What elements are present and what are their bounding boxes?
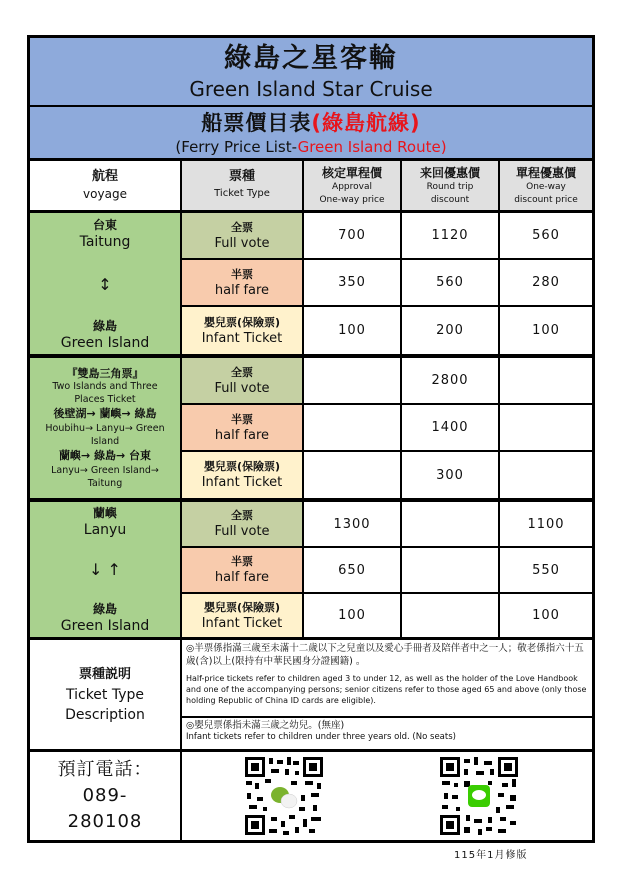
price-cell	[500, 452, 592, 498]
title-zh: 綠島之星客輪	[224, 42, 398, 74]
route-from-en: Lanyu	[83, 522, 127, 538]
ticket-full-zh: 全票	[231, 509, 253, 522]
column-voyage-en: voyage	[83, 186, 127, 201]
route-from-en: Taitung	[79, 234, 131, 250]
subtitle-zh-main: 船票價目表	[201, 110, 312, 135]
price-cell	[402, 502, 500, 548]
ticket-full-en: Full vote	[214, 235, 270, 251]
ticket-half-zh: 半票	[231, 555, 253, 568]
price-cell: 1100	[500, 502, 592, 548]
half-fare-description	[182, 640, 592, 718]
ticket-type-infant	[182, 452, 304, 498]
qr-code-icon	[438, 755, 520, 837]
subtitle-zh-route: (綠島航線)	[311, 110, 421, 135]
column-round-trip-en2: discount	[430, 194, 470, 205]
price-list-sheet	[27, 35, 595, 843]
column-ticket-type-zh: 票種	[228, 168, 255, 184]
column-one-way-zh: 單程優惠價	[515, 165, 576, 180]
column-voyage-zh: 航程	[91, 168, 118, 184]
ticket-half-en: half fare	[214, 427, 270, 443]
subtitle-en-route: Green Island Route)	[297, 137, 447, 156]
ticket-type-full	[182, 502, 304, 548]
qr-code-area	[182, 752, 592, 840]
title-en: Green Island Star Cruise	[189, 76, 433, 101]
ticket-full-zh: 全票	[231, 220, 253, 234]
revision-note: 115年1月修版	[454, 850, 528, 861]
ticket-half-zh: 半票	[231, 267, 253, 281]
price-cell: 300	[402, 452, 500, 498]
column-header-one-way-discount	[500, 161, 592, 213]
price-cell: 560	[402, 260, 500, 307]
price-cell: 1300	[304, 502, 402, 548]
ticket-half-en: half fare	[214, 570, 270, 585]
route-two-islands-three-places	[30, 358, 182, 498]
route-to-en: Green Island	[60, 335, 150, 351]
ticket-half-en: half fare	[214, 282, 270, 298]
ticket-type-infant	[182, 307, 304, 354]
subtitle-banner	[30, 107, 592, 161]
subtitle-en-main: (Ferry Price List-	[175, 137, 298, 156]
price-cell: 550	[500, 548, 592, 594]
ticket-type-half	[182, 405, 304, 452]
price-cell: 100	[304, 594, 402, 640]
desc-label-zh: 票種説明	[78, 666, 131, 682]
column-approval-en2: One-way price	[319, 194, 385, 205]
route2-en: Lanyu→ Green Island→ Taitung	[51, 464, 159, 489]
ticket-type-description-label	[30, 640, 182, 752]
price-cell	[304, 452, 402, 498]
price-cell: 280	[500, 260, 592, 307]
desc-label-en1: Ticket Type	[65, 686, 145, 703]
price-cell: 1120	[402, 213, 500, 260]
ticket-infant-en: Infant Ticket	[201, 330, 283, 346]
infant-desc-en: Infant tickets refer to children under three years old. (No seats)	[186, 732, 456, 742]
subtitle-zh	[201, 109, 420, 137]
phone-number-part1[interactable]: 089-	[82, 785, 128, 806]
ticket-infant-en: Infant Ticket	[201, 475, 283, 490]
desc-label-en2: Description	[65, 706, 145, 723]
ticket-type-half	[182, 548, 304, 594]
ticket-type-infant	[182, 594, 304, 640]
infant-desc-zh: ◎嬰兒票係指未滿三歲之幼兒。(無座)	[186, 720, 345, 731]
column-approval-zh: 核定單程價	[321, 165, 382, 180]
column-header-round-trip	[402, 161, 500, 213]
price-cell: 200	[402, 307, 500, 354]
price-cell	[402, 594, 500, 640]
wechat-qr-code[interactable]	[243, 755, 325, 837]
ticket-type-half	[182, 260, 304, 307]
column-round-trip-en1: Round trip	[426, 181, 474, 192]
price-cell	[304, 405, 402, 452]
price-cell: 100	[500, 594, 592, 640]
column-ticket-type-en: Ticket Type	[214, 187, 270, 199]
ticket-infant-zh: 嬰兒票(保險票)	[203, 315, 281, 329]
ticket-half-zh: 半票	[231, 412, 253, 426]
ticket-infant-zh: 嬰兒票(保險票)	[203, 460, 281, 473]
price-cell: 1400	[402, 405, 500, 452]
price-cell: 100	[500, 307, 592, 354]
bidirectional-arrow-icon: ↕	[98, 274, 112, 294]
ticket-infant-zh: 嬰兒票(保險票)	[203, 600, 281, 614]
column-one-way-en1: One-way	[526, 181, 566, 192]
route2-zh: 蘭嶼→ 綠島→ 台東	[58, 448, 152, 462]
price-cell: 100	[304, 307, 402, 354]
route-from-zh: 台東	[92, 218, 117, 232]
column-round-trip-zh: 来回優惠價	[419, 165, 480, 180]
price-cell: 2800	[402, 358, 500, 405]
price-cell: 650	[304, 548, 402, 594]
price-cell	[304, 358, 402, 405]
column-header-ticket-type	[182, 161, 304, 213]
route-lanyu-green-island	[30, 502, 182, 640]
price-cell	[402, 548, 500, 594]
route-to-en: Green Island	[60, 618, 150, 634]
route-name-en: Two Islands and Three Places Ticket	[52, 380, 158, 405]
price-cell	[500, 358, 592, 405]
ticket-type-full	[182, 213, 304, 260]
half-fare-desc-en: Half-price tickets refer to children aged 3 to under 12, as well as the holder of the Love Handbook and one of the accompanying persons; senior citizens refer to those aged 65 and above (only those holding Republic of China ID cards are eligible).	[186, 674, 587, 705]
price-cell: 700	[304, 213, 402, 260]
route1-en: Houbihu→ Lanyu→ Green Island	[45, 422, 165, 447]
route-name-zh: 『雙島三角票』	[66, 366, 144, 380]
price-cell: 350	[304, 260, 402, 307]
booking-phone	[30, 752, 182, 840]
column-approval-en1: Approval	[332, 181, 372, 192]
column-one-way-en2: discount price	[514, 194, 578, 205]
line-qr-code[interactable]	[438, 755, 520, 837]
price-cell	[500, 405, 592, 452]
route-to-zh: 綠島	[92, 602, 117, 616]
route1-zh: 後壁湖→ 蘭嶼→ 綠島	[53, 406, 157, 420]
route-from-zh: 蘭嶼	[92, 506, 117, 520]
ticket-full-en: Full vote	[214, 380, 270, 396]
title-banner	[30, 38, 592, 107]
column-header-voyage	[30, 161, 182, 213]
price-cell: 560	[500, 213, 592, 260]
booking-phone-label: 預訂電話：	[57, 759, 153, 780]
ticket-full-zh: 全票	[231, 365, 253, 379]
route-taitung-green-island	[30, 213, 182, 354]
ticket-type-full	[182, 358, 304, 405]
ticket-full-en: Full vote	[214, 524, 270, 539]
column-header-approval	[304, 161, 402, 213]
phone-number-part2[interactable]: 280108	[67, 811, 143, 832]
qr-code-icon	[243, 755, 325, 837]
half-fare-desc-zh: ◎半票係指滿三歲至未滿十二歲以下之兒童以及愛心手冊者及陪伴者中之一人；敬老係指六十五歲(含)以上(限持有中華民國身分證國籍) 。	[186, 643, 584, 667]
ticket-infant-en: Infant Ticket	[201, 615, 283, 631]
infant-description	[182, 718, 592, 752]
route-to-zh: 綠島	[92, 319, 117, 333]
subtitle-en	[175, 137, 446, 157]
up-down-arrows-icon: ↓ ↑	[89, 560, 121, 579]
